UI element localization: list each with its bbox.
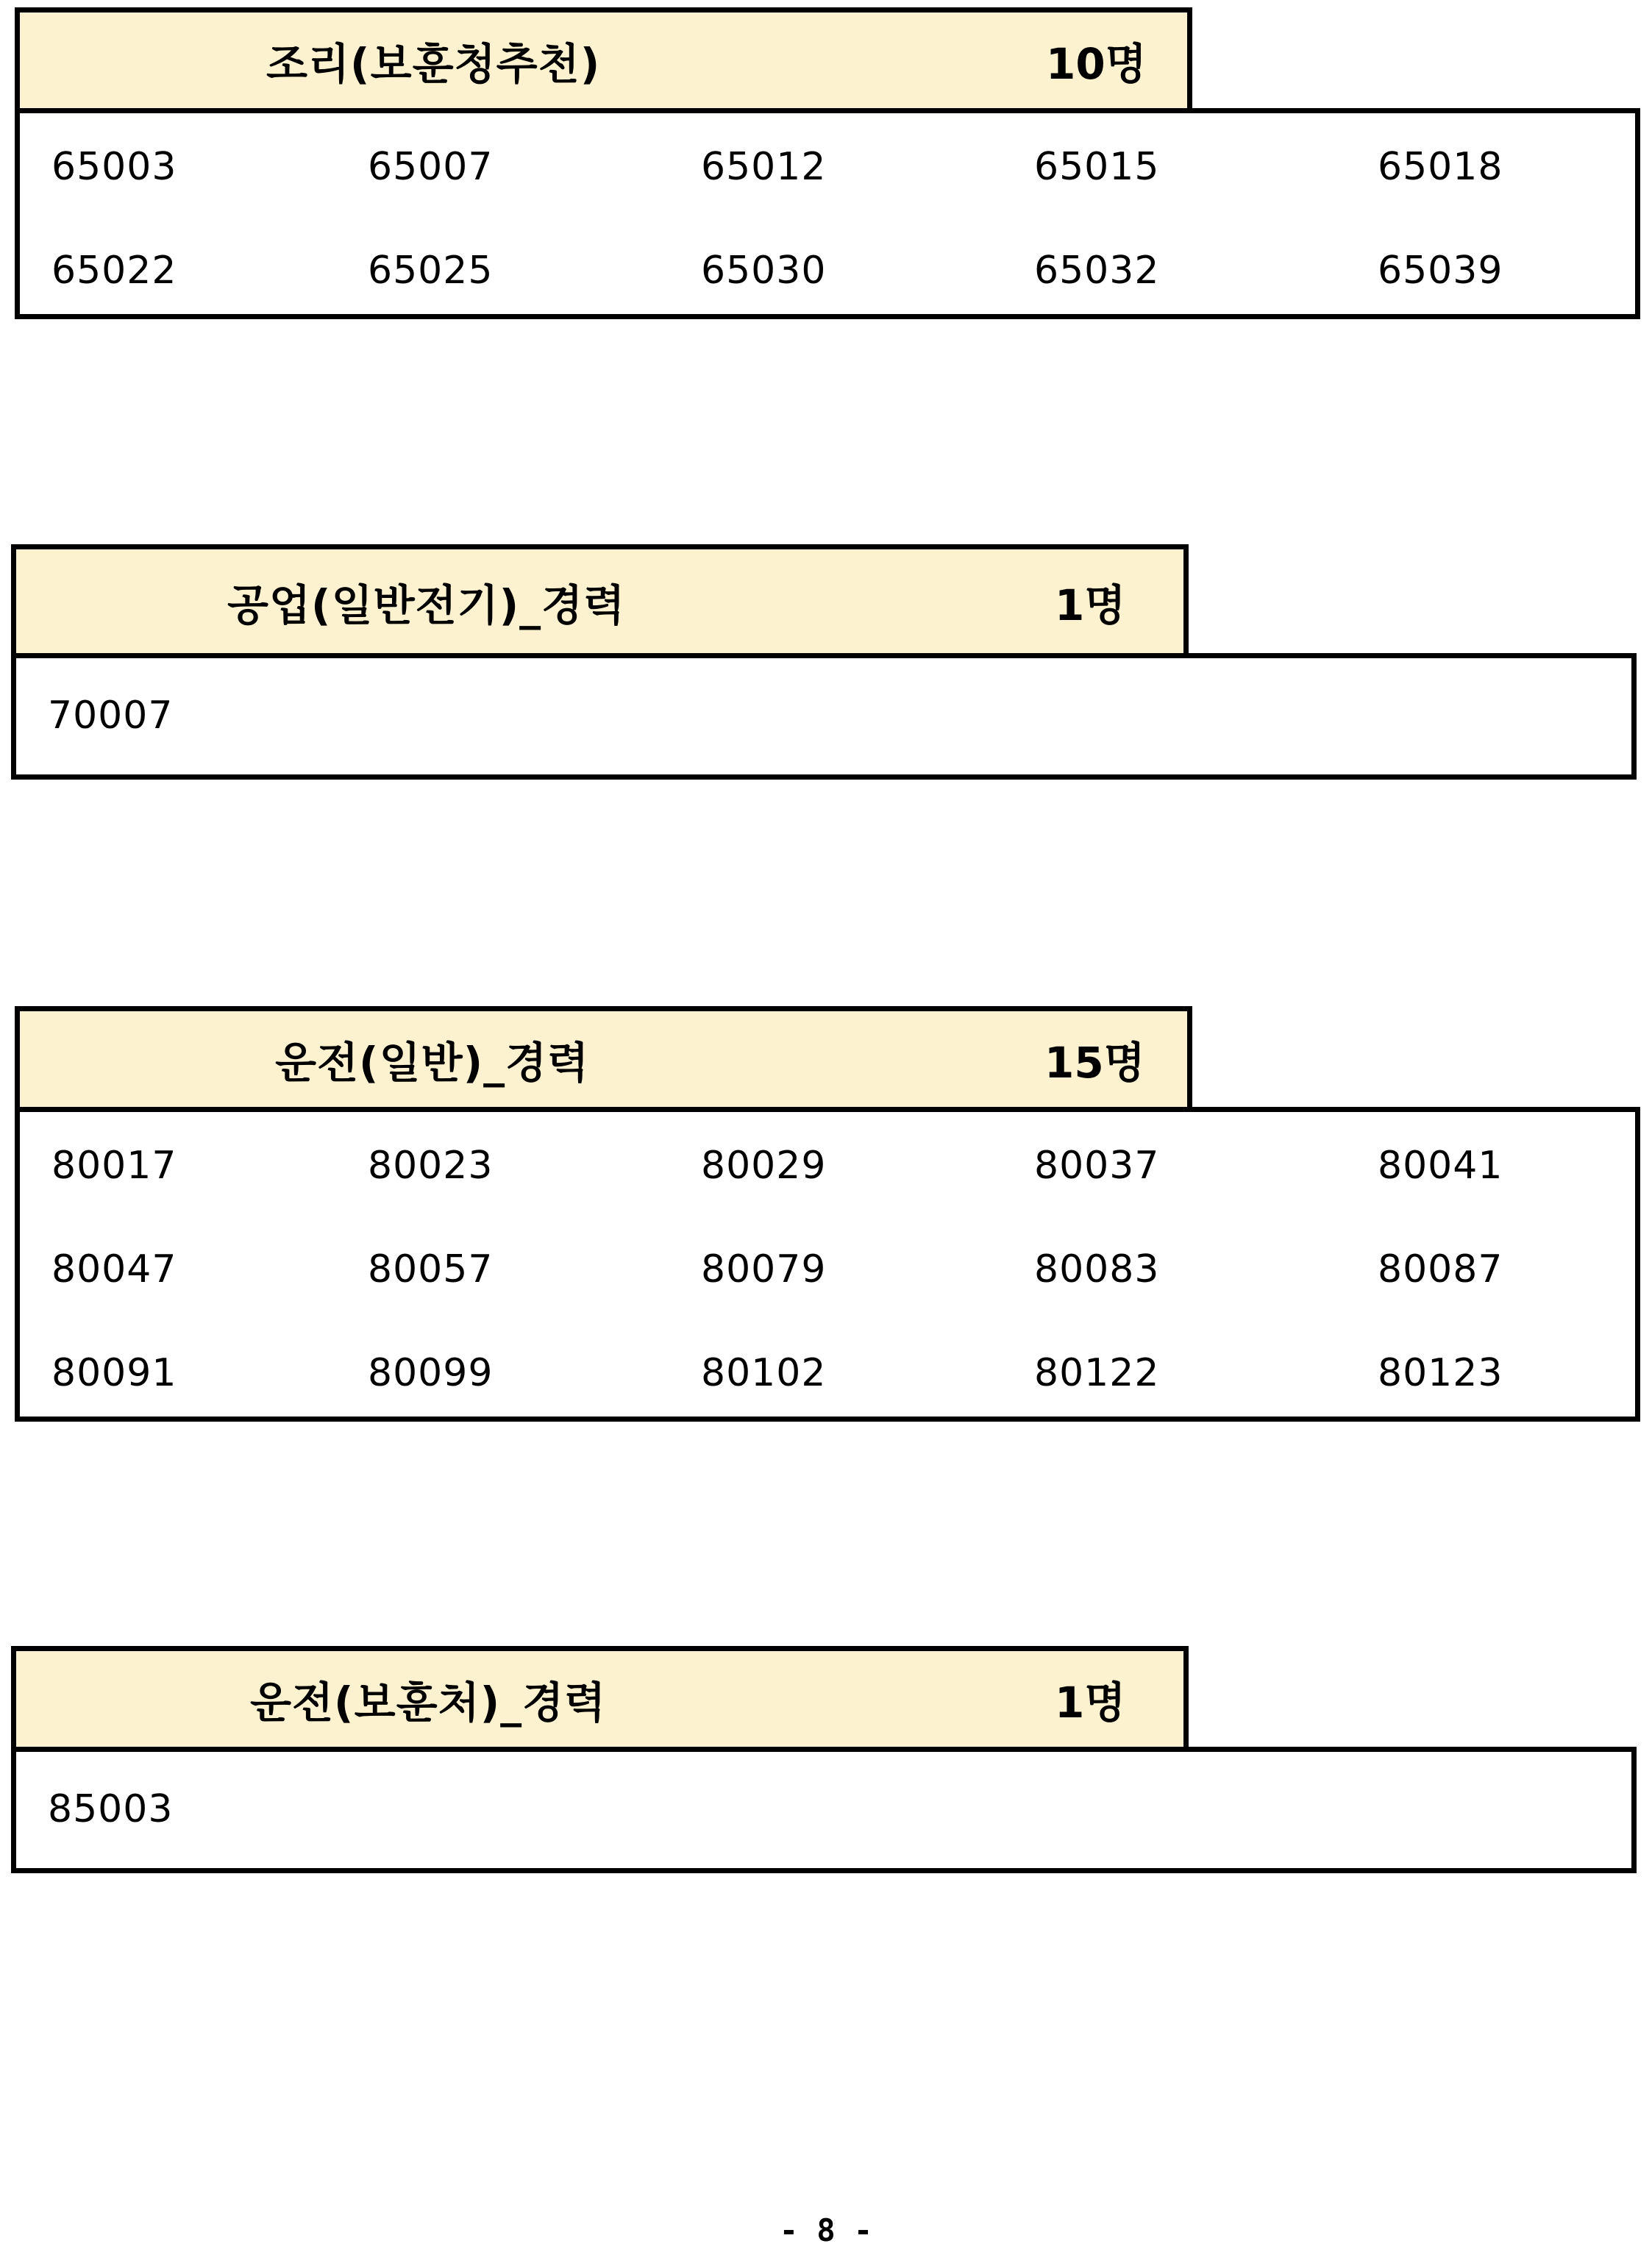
section-title: 조리(보훈청추천) [266, 39, 601, 89]
id-cell: 65022 [51, 249, 177, 293]
id-cell: 80023 [368, 1144, 494, 1188]
id-cell: 65007 [368, 145, 494, 189]
section-header [15, 1006, 1192, 1107]
id-cell: 80057 [368, 1247, 494, 1291]
id-cell: 80099 [368, 1351, 494, 1395]
id-cell: 80087 [1378, 1247, 1503, 1291]
id-cell: 80122 [1034, 1351, 1160, 1395]
section-count: 10명 [1046, 39, 1147, 89]
section-header [11, 1646, 1189, 1747]
id-cell: 80123 [1378, 1351, 1503, 1395]
id-cell: 65032 [1034, 249, 1160, 293]
section-title: 공업(일반전기)_경력 [227, 580, 626, 630]
id-cell: 80029 [701, 1144, 827, 1188]
id-cell: 65003 [51, 145, 177, 189]
id-cell: 65030 [701, 249, 827, 293]
id-cell: 80047 [51, 1247, 177, 1291]
id-list-box [15, 1107, 1640, 1422]
section-count: 1명 [1055, 580, 1126, 630]
id-cell: 80017 [51, 1144, 177, 1188]
section-header [15, 7, 1192, 108]
id-list-box [11, 653, 1637, 780]
id-cell: 80102 [701, 1351, 827, 1395]
id-cell: 85003 [48, 1787, 174, 1831]
section-title: 운전(일반)_경력 [275, 1038, 590, 1088]
id-cell: 65018 [1378, 145, 1503, 189]
page-number: - 8 - [779, 2212, 873, 2248]
id-cell: 80091 [51, 1351, 177, 1395]
section-count: 15명 [1044, 1038, 1145, 1088]
id-cell: 80041 [1378, 1144, 1503, 1188]
section-header [11, 544, 1189, 653]
id-list-box [11, 1747, 1637, 1873]
id-cell: 80083 [1034, 1247, 1160, 1291]
id-cell: 65039 [1378, 249, 1503, 293]
id-cell: 70007 [48, 694, 174, 738]
id-cell: 65012 [701, 145, 827, 189]
id-cell: 65015 [1034, 145, 1160, 189]
section-title: 운전(보훈처)_경력 [250, 1678, 607, 1728]
section-count: 1명 [1055, 1678, 1126, 1728]
id-list-box [15, 108, 1640, 319]
id-cell: 80079 [701, 1247, 827, 1291]
id-cell: 65025 [368, 249, 494, 293]
id-cell: 80037 [1034, 1144, 1160, 1188]
